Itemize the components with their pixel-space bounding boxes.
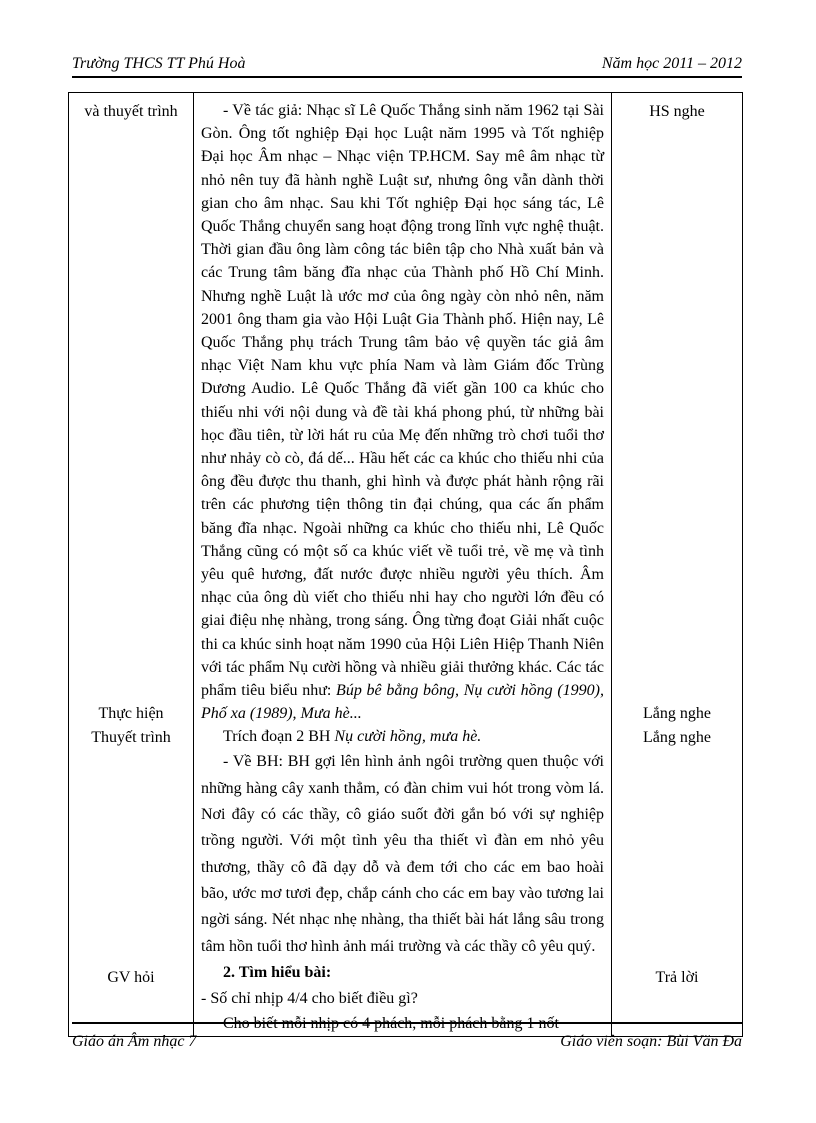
student-answer: Trả lời [655,969,699,986]
question-text: - Số chỉ nhịp 4/4 cho biết điều gì? [201,989,418,1007]
content-column [194,93,612,1037]
student-listen: HS nghe [649,103,705,120]
author-paragraph: - Về tác giả: Nhạc sĩ Lê Quốc Thắng sinh năm 1962 tại Sài Gòn. Ông tốt nghiệp Đại học Luật năm 1995 và Tốt nghiệp Đại học Âm nhạc – Nhạc viện TP.HCM. Say mê âm nhạc từ nhỏ nên tuy đã hành nghề Luật sư, nhưng ông vẫn dành thời gian cho âm nhạc. Sau khi Tốt nghiệp Đại học sáng tác, Lê Quốc Thắng chuyển sang hoạt động trong lĩnh vực nghệ thuật. Thời gian đầu ông làm công tác biên tập cho Nhà xuất bản và các Trung tâm băng đĩa nhạc của Thành phố Hồ Chí Minh. Nhưng nghề Luật là ước mơ của ông ngày còn nhỏ nên, năm 2001 ông tham gia vào Hội Luật Gia Thành phố. Hiện nay, Lê Quốc Thắng phụ trách Trung tâm bảo vệ quyền tác giả âm nhạc Việt Nam khu vực phía Nam và làm Giám đốc Trùng Dương Audio. Lê Quốc Thắng đã viết gần 100 ca khúc cho thiếu nhi với nội dung và đề tài khá phong phú, từ những bài học đầu tiên, từ lời hát ru của Mẹ đến những trò chơi tuổi thơ như nhảy cò cò, đá dế... Hầu hết các ca khúc cho thiếu nhi của ông đều được thu thanh, ghi hình và được phát hành rộng rãi trên các phương tiện thông tin đại chúng, qua các ấn phẩm băng đĩa nhạc. Ngoài những ca khúc cho thiếu nhi, Lê Quốc Thắng cũng có một số ca khúc viết về tuổi trẻ, về mẹ và tình yêu quê hương, đất nước được nhiều người yêu thích. Âm nhạc của ông dù viết cho thiếu nhi hay cho người lớn đều có giai điệu nhẹ nhàng, trong sáng. Ông từng đoạt Giải nhất cuộc thi ca khúc sinh hoạt năm 1990 của Hội Liên Hiệp Thanh Niên với tác phẩm Nụ cười hồng và nhiều giải thưởng khác. Các tác phẩm tiêu biểu như: Búp bê bằng bông, Nụ cười hồng (1990), Phố xa (1989), Mưa hè... [201,102,605,723]
school-name: Trường THCS TT Phú Hoà [72,55,246,72]
song-paragraph: - Về BH: BH gợi lên hình ảnh ngôi trường quen thuộc với những hàng cây xanh thẳm, có đàn chim vui hót trong vòm lá. Nơi đây có các thầy, cô giáo suốt đời gắn bó với sự nghiệp trồng người. Với một tình yêu tha thiết vì đàn em nhỏ yêu thương, thầy cô đã dạy dỗ và đem tới cho các em bao hoài bão, ước mơ tươi đẹp, chắp cánh cho các em bay vào tương lai ngời sáng. Nét nhạc nhẹ nhàng, tha thiết bài hát lắng sâu trong tâm hồn tuổi thơ hình ảnh mái trường và các thầy cô yêu quý. [201,753,604,955]
table-row [69,93,743,1037]
activity-teacher-asks: GV hỏi [107,969,155,986]
activity-perform: Thực hiện [98,705,164,722]
lesson-table [68,92,743,1037]
excerpt-line: Trích đoạn 2 BH Nụ cười hồng, mưa hè. [223,728,482,746]
activity-column [69,93,194,1037]
teacher-name: Giáo viên soạn: Bùi Văn Đa [560,1033,742,1050]
author-works: Búp bê bằng bông, Nụ cười hồng (1990), Phố xa (1989), Mưa hè... [201,682,605,723]
page-footer [72,1022,742,1058]
student-listen-1: Lắng nghe [643,705,711,722]
school-year: Năm học 2011 – 2012 [601,55,742,72]
lesson-plan-title: Giáo án Âm nhạc 7 [72,1033,197,1050]
student-listen-2: Lắng nghe [643,729,711,746]
section-heading: 2. Tìm hiểu bài: [223,963,332,981]
page-header [72,52,742,78]
answer-text: Cho biết mỗi nhịp có 4 phách, mỗi phách bằng 1 nốt [223,1014,559,1032]
student-column [612,93,743,1037]
excerpt-title: Nụ cười hồng, mưa hè. [334,728,482,746]
activity-present: Thuyết trình [91,729,171,746]
activity-presentation: và thuyết trình [84,103,178,120]
